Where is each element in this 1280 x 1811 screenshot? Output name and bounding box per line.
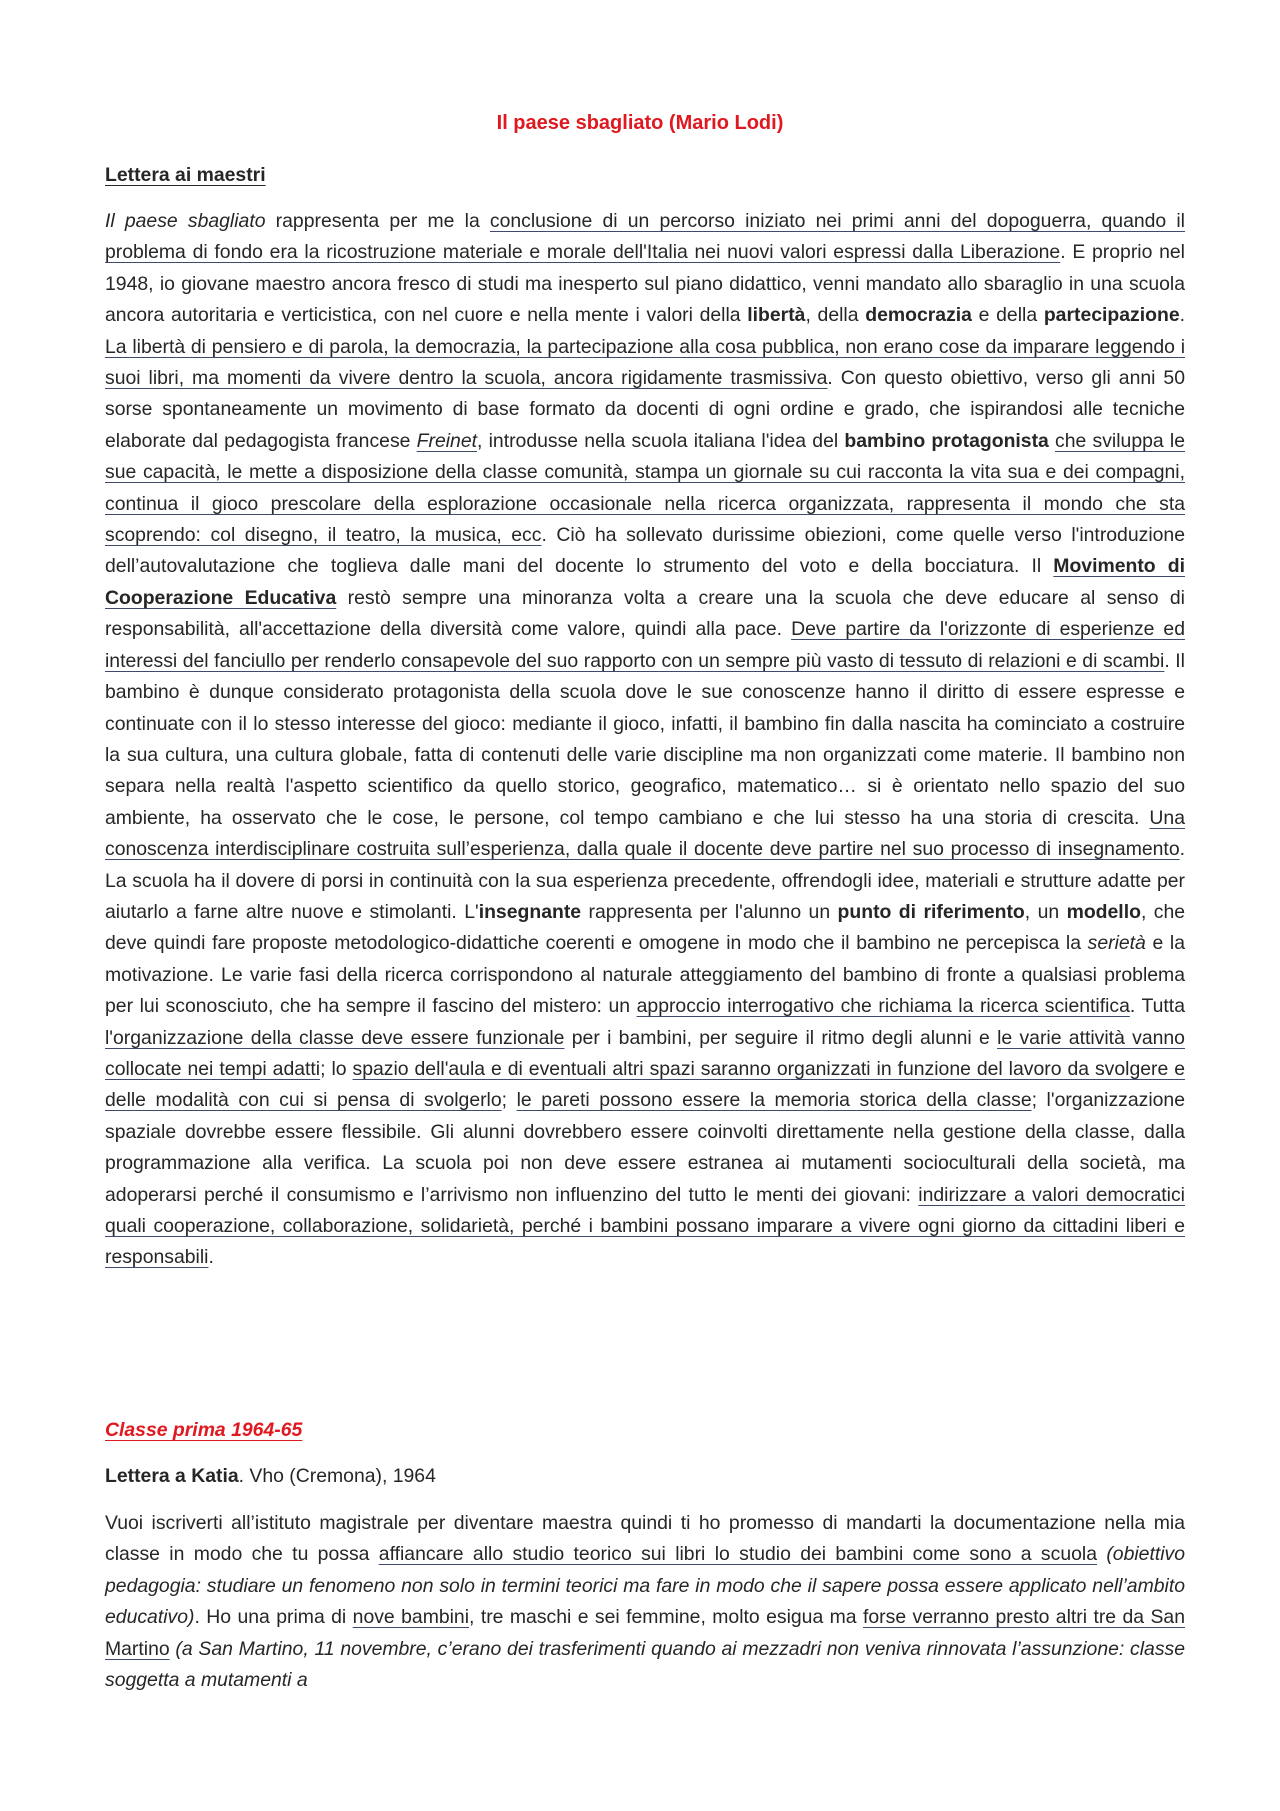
text-run: , che deve quindi fare proposte metodologico-didattiche coerenti e omogene in modo che il bambino ne percepisca la	[105, 900, 1186, 955]
text-run: Lettera a Katia	[105, 1465, 239, 1487]
text-run: , tre maschi e sei femmine, molto esigua ma	[469, 1606, 864, 1629]
text-run: nove bambini	[352, 1606, 470, 1629]
text-run: partecipazione	[1043, 304, 1180, 327]
text-run: (a San Martino, 11 novembre, c’erano dei trasferimenti quando ai mezzadri non veniva rinnovata l’assunzione: classe soggetta a mutamenti a	[105, 1637, 1185, 1692]
text-run: punto di riferimento	[837, 900, 1025, 923]
text-run: , introdusse nella scuola italiana l'idea del	[477, 429, 845, 452]
text-run: spazio dell'aula e di eventuali altri spazi saranno organizzati in funzione del lavoro da svolgere e delle modalità con cui si pensa di svolgerlo	[105, 1057, 1185, 1112]
text-run: , della	[805, 304, 866, 327]
text-run: La libertà di pensiero e di parola, la democrazia, la partecipazione alla cosa pubblica, non erano cose da imparare leggendo i suoi libri, ma momenti da vivere dentro la scuola, ancora rigidamente trasmissiva	[105, 335, 1185, 390]
text-run: Vuoi iscriverti all’istituto magistrale per diventare maestra quindi ti ho promesso di mandarti la documentazione nella mia classe in modo che tu possa	[105, 1512, 1185, 1566]
text-run: ; lo	[320, 1057, 353, 1080]
text-run: le pareti possono essere la memoria storica della classe	[516, 1089, 1032, 1112]
text-run: restò sempre una minoranza volta a creare una la scuola che deve educare al senso di responsabilità, all'accettazione della diversità come valore, quindi alla pace.	[105, 586, 1185, 641]
text-run: che sviluppa le sue capacità, le mette a disposizione della classe comunità, stampa un giornale su cui racconta la vita sua e dei compagni, continua il gioco prescolare della esplorazione occasionale nella ricerca organizzata, rappresenta il mondo che sta scoprendo: col disegno, il teatro, la musica, ecc	[105, 429, 1185, 547]
text-run: l'organizzazione della classe deve essere funzionale	[105, 1026, 565, 1049]
text-run: le varie attività vanno collocate nei tempi adatti	[105, 1026, 1185, 1080]
text-run: modello	[1066, 900, 1141, 923]
paragraph-katia-body	[105, 1508, 1185, 1696]
text-run: . Ciò ha sollevato durissime obiezioni, come quelle verso l'introduzione dell’autovalutazione che toglieva dalle mani del docente lo strumento del voto e della bocciatura. Il	[105, 524, 1185, 578]
text-run: serietà	[1087, 932, 1146, 955]
text-run: indirizzare a valori democratici quali cooperazione, collaborazione, solidarietà, perché i bambini possano imparare a vivere ogni giorno da cittadini liberi e responsabili	[105, 1183, 1185, 1269]
paragraph-body	[105, 1461, 1185, 1492]
text-run: . Con questo obiettivo, verso gli anni 50 sorse spontaneamente un movimento di base formato da docenti di ogni ordine e grado, che ispirandosi alle tecniche elaborate dal pedagogista francese	[105, 367, 1185, 452]
text-run: . Tutta	[1129, 995, 1185, 1018]
text-run: . Ho una prima di	[194, 1606, 353, 1629]
text-run: . Vho (Cremona), 1964	[238, 1465, 436, 1487]
text-run: insegnante	[478, 900, 582, 923]
text-run	[1097, 1543, 1106, 1565]
text-run: libertà	[747, 304, 806, 327]
text-run: . E proprio nel 1948, io giovane maestro ancora fresco di studi ma inesperto sul piano didattico, venni mandato allo sbaraglio in una scuola ancora autoritaria e verticistica, con nel cuore e nella mente i valori della	[105, 241, 1185, 327]
paragraph-body	[105, 206, 1185, 1274]
text-run: approccio interrogativo che richiama la ricerca scientifica	[636, 995, 1130, 1018]
text-run: .	[208, 1246, 214, 1269]
text-run: democrazia	[865, 304, 972, 327]
text-run: (obiettivo pedagogia: studiare un fenomeno non solo in termini teorici ma fare in modo che il sapere possa essere applicato nell’ambito educativo)	[105, 1543, 1186, 1629]
section-heading-label: Lettera ai maestri	[105, 164, 266, 186]
text-run: e della	[971, 304, 1044, 327]
text-run: rappresenta per l'alunno un	[581, 900, 838, 923]
section-heading-lettera-ai-maestri	[105, 160, 1185, 191]
text-run: Freinet	[416, 429, 477, 452]
text-run: per i bambini, per seguire il ritmo degli alunni e	[564, 1026, 998, 1049]
text-run: Una conoscenza interdisciplinare costruita sull’esperienza, dalla quale il docente deve partire nel suo processo di insegnamento	[105, 806, 1185, 861]
paragraph-lettera-a-katia	[105, 1461, 1185, 1492]
text-run: , un	[1024, 900, 1067, 923]
text-run: ;	[501, 1089, 517, 1112]
text-run: forse verranno presto altri tre da San Martino	[105, 1606, 1185, 1660]
paragraph-body	[105, 1508, 1185, 1696]
text-run: Deve partire da l'orizzonte di esperienze ed interessi del fanciullo per renderlo consapevole del suo rapporto con un sempre più vasto di tessuto di relazioni e di scambi	[105, 618, 1185, 672]
paragraph-lettera-ai-maestri	[105, 206, 1185, 1274]
section-heading-classe-prima	[105, 1415, 1185, 1446]
text-run: .	[1179, 304, 1185, 327]
text-run: Il paese sbagliato	[105, 210, 266, 232]
text-run: rappresenta per me la	[265, 210, 490, 232]
text-run: e la motivazione. Le varie fasi della ricerca corrispondono al naturale atteggiamento del bambino di fronte a qualsiasi problema per lui sconosciuto, che ha sempre il fascino del mistero: un	[105, 932, 1186, 1018]
text-run: ; l'organizzazione spaziale dovrebbe essere flessibile. Gli alunni dovrebbero essere coinvolti direttamente nella gestione della classe, dalla programmazione alla verifica. La scuola poi non deve essere estranea ai mutamenti socioculturali della società, ma adoperarsi perché il consumismo e l’arrivismo non influenzino del tutto le menti dei giovani:	[105, 1089, 1185, 1206]
section-heading-label: Classe prima 1964-65	[105, 1419, 303, 1441]
text-run: bambino protagonista	[844, 429, 1049, 452]
document-title: Il paese sbagliato (Mario Lodi)	[496, 112, 784, 134]
text-run: affiancare allo studio teorico sui libri lo studio dei bambini come sono a scuola	[378, 1543, 1097, 1566]
text-run: . Il bambino è dunque considerato protagonista della scuola dove le sue conoscenze hanno il diritto di essere espresse e continuate con il lo stesso interesse del gioco: mediante il gioco, infatti, il bambino fin dalla nascita ha cominciato a costruire la sua cultura, una cultura globale, fatta di contenuti delle varie discipline ma non organizzati come materie. Il bambino non separa nella realtà l'aspetto scientifico da quello storico, geografico, matematico… si è orientato nello spazio del suo ambiente, ha osservato che le cose, le persone, col tempo cambiano e che lui stesso ha una storia di crescita.	[105, 649, 1185, 829]
text-run: . La scuola ha il dovere di porsi in continuità con la sua esperienza precedente, offrendogli idee, materiali e strutture adatte per aiutarlo a farne altre nuove e stimolanti. L'	[105, 838, 1185, 923]
text-run: conclusione di un percorso iniziato nei primi anni del dopoguerra, quando il problema di fondo era la ricostruzione materiale e morale dell'Italia nei nuovi valori espressi dalla Liberazione	[105, 210, 1185, 264]
text-run: Movimento di Cooperazione Educativa	[105, 555, 1185, 609]
